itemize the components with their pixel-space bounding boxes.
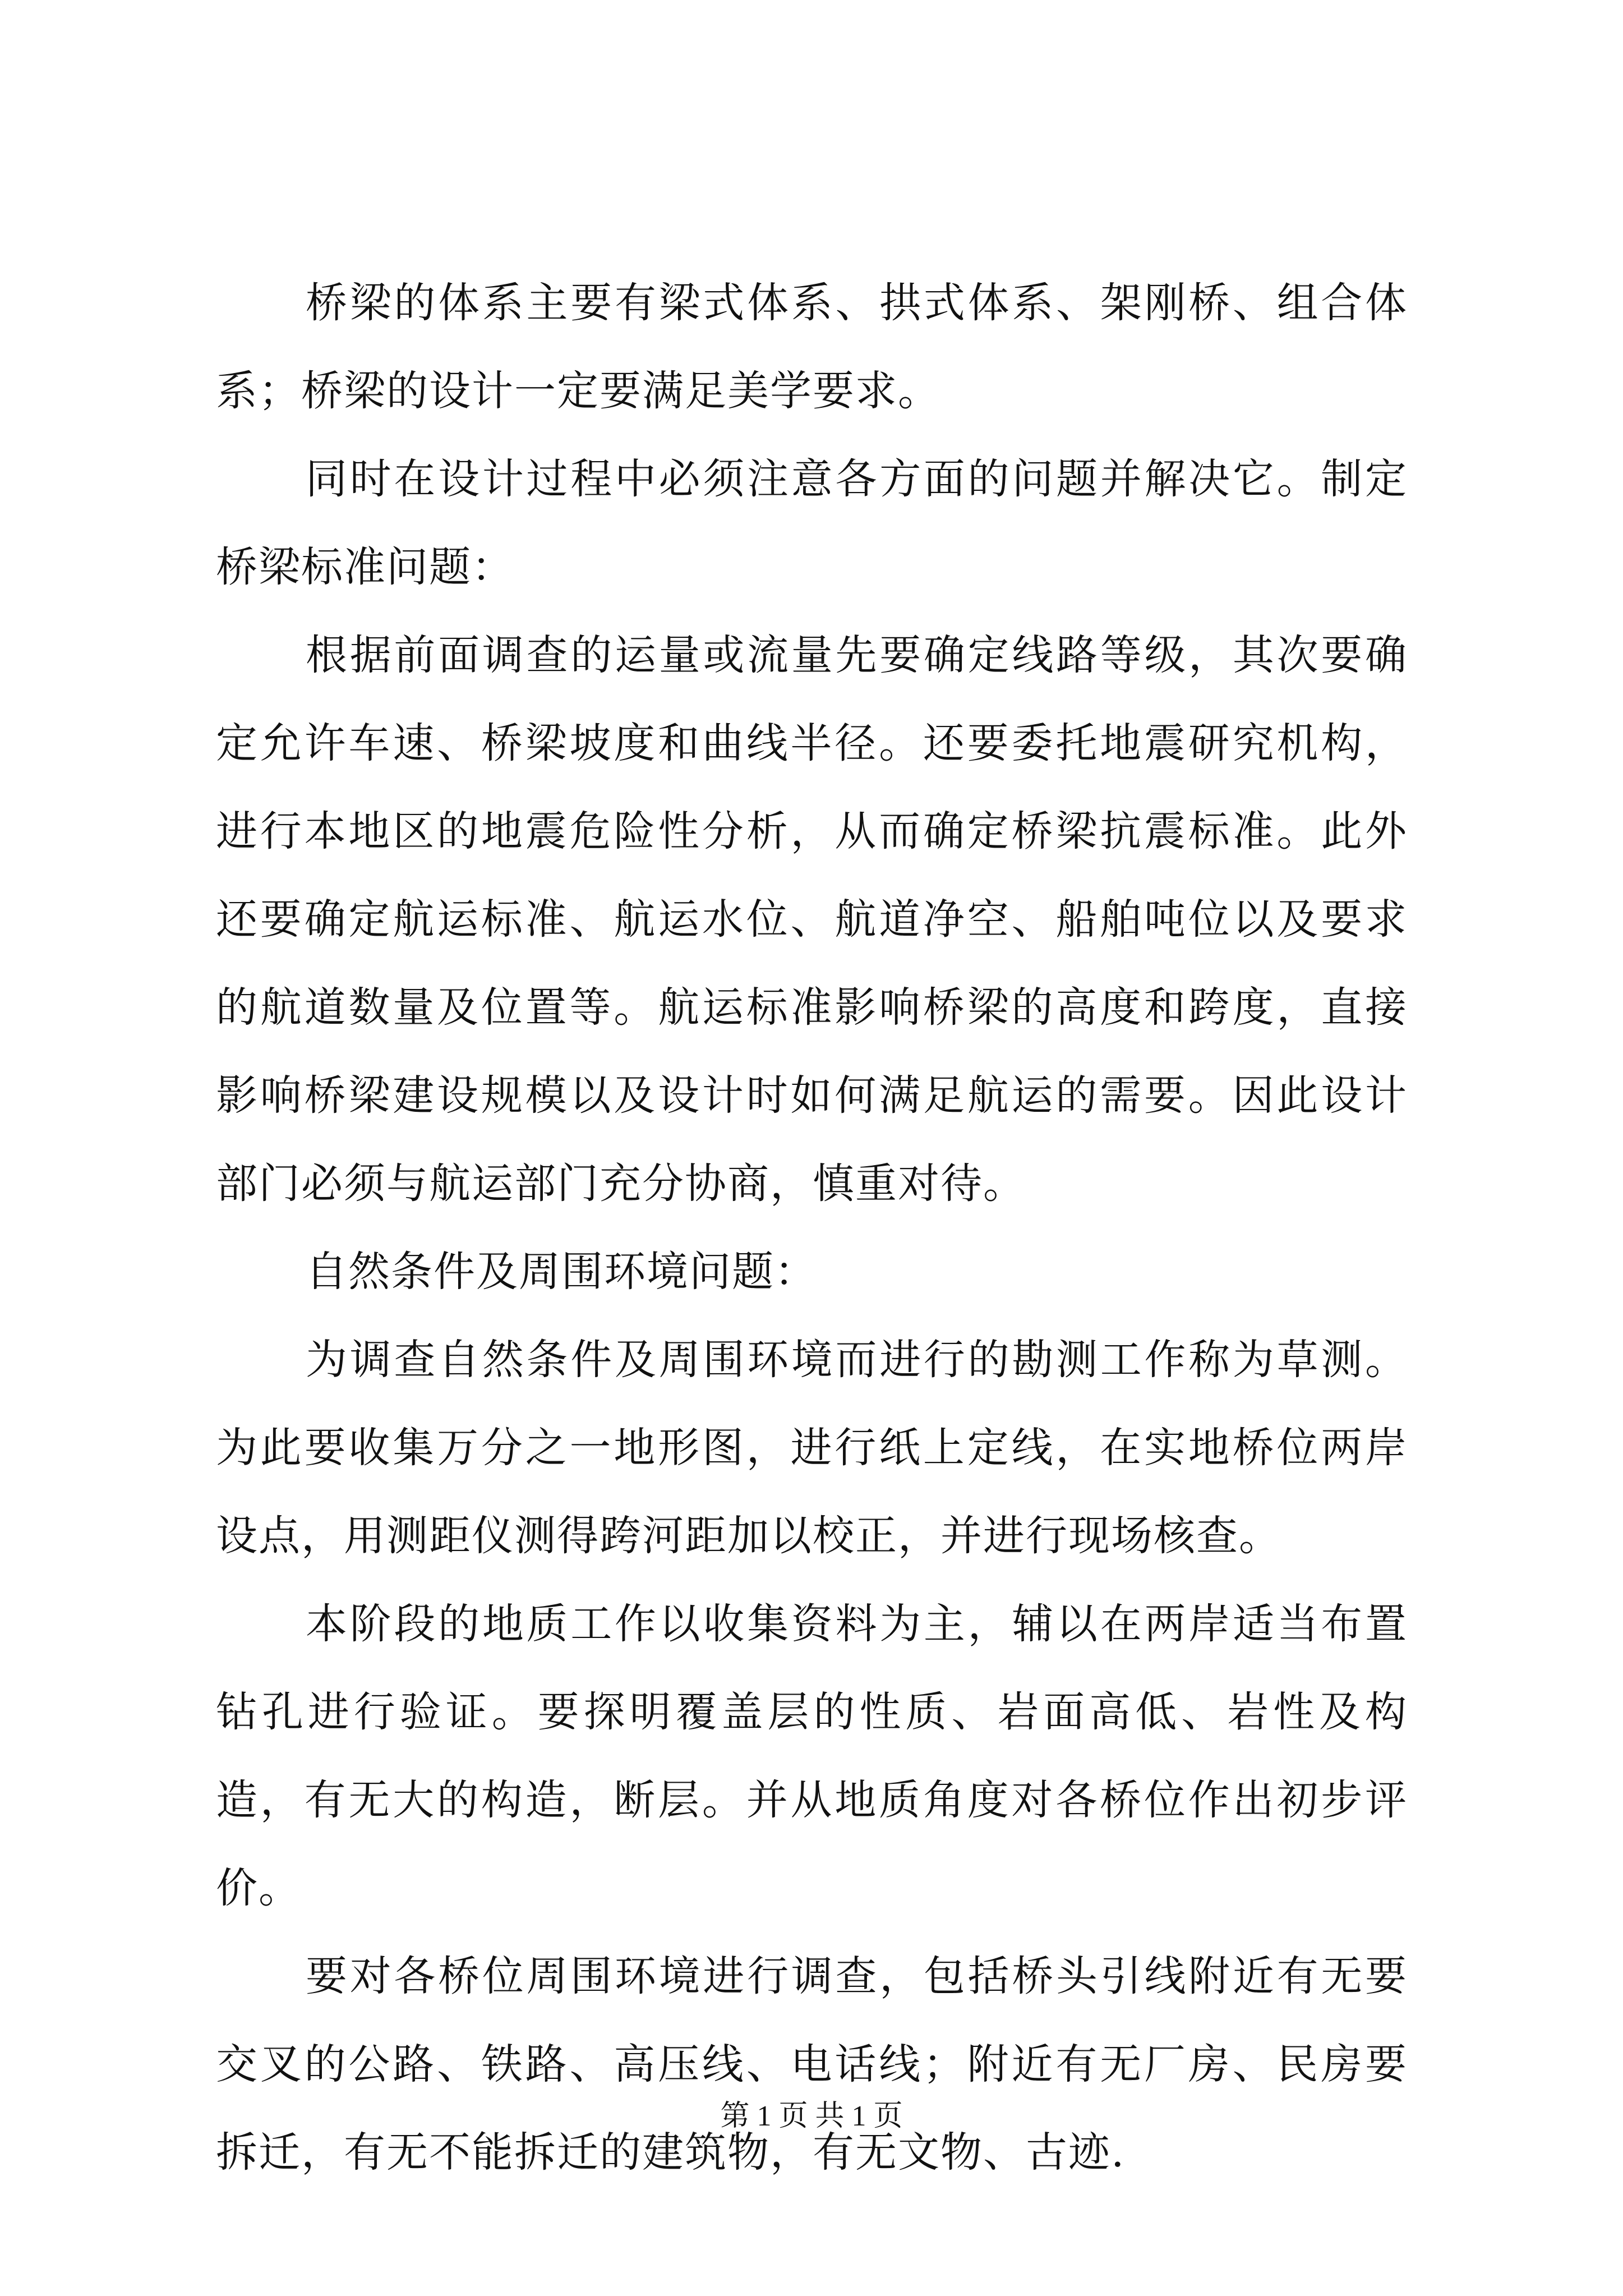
paragraph-design-issues: 同时在设计过程中必须注意各方面的问题并解决它。制定桥梁标准问题：	[216, 455, 1408, 591]
document-body	[216, 259, 1408, 2197]
page-footer: 第 1 页 共 1 页	[720, 2100, 903, 2132]
paragraph-natural-conditions-heading: 自然条件及周围环境问题：	[306, 1248, 817, 1296]
paragraph-geology: 本阶段的地质工作以收集资料为主，辅以在两岸适当布置钻孔进行验证。要探明覆盖层的性质、岩面高低、岩性及构造，有无大的构造，断层。并从地质角度对各桥位作出初步评价。	[216, 1600, 1408, 1912]
paragraph-bridge-systems: 桥梁的体系主要有梁式体系、拱式体系、架刚桥、组合体系；桥梁的设计一定要满足美学要求。	[216, 279, 1408, 415]
paragraph-standards: 根据前面调查的运量或流量先要确定线路等级，其次要确定允许车速、桥梁坡度和曲线半径。还要委托地震研究机构，进行本地区的地震危险性分析，从而确定桥梁抗震标准。此外还要确定航运标准、航运水位、航道净空、船舶吨位以及要求的航道数量及位置等。航运标准影响桥梁的高度和跨度，直接影响桥梁建设规模以及设计时如何满足航运的需要。因此设计部门必须与航运部门充分协商，慎重对待。	[216, 631, 1408, 1208]
paragraph-environment: 要对各桥位周围环境进行调查，包括桥头引线附近有无要交叉的公路、铁路、高压线、电话线；附近有无厂房、民房要拆迁，有无不能拆迁的建筑物，有无文物、古迹.	[216, 1952, 1408, 2177]
paragraph-survey: 为调查自然条件及周围环境而进行的勘测工作称为草测。为此要收集万分之一地形图，进行纸上定线，在实地桥位两岸设点，用测距仪测得跨河距加以校正，并进行现场核查。	[216, 1336, 1408, 1560]
